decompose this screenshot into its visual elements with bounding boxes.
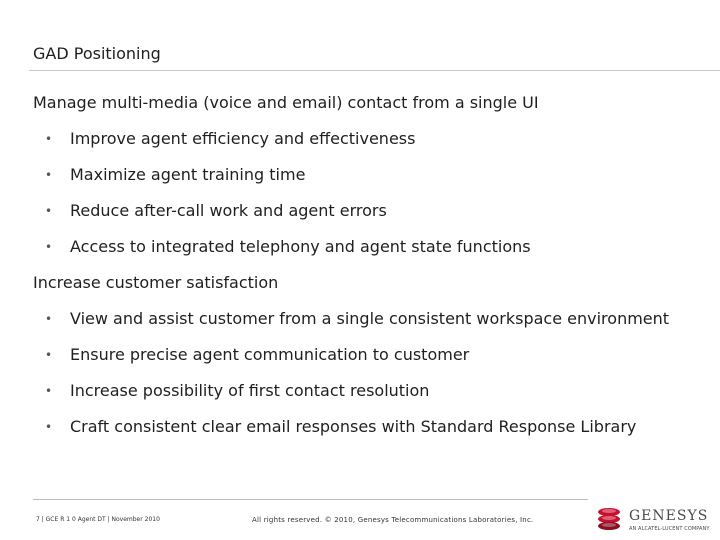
bullet-text: Increase possibility of first contact resolution	[70, 381, 430, 400]
bullet-dot: •	[45, 312, 53, 326]
genesys-wordmark: GENESYS	[629, 508, 709, 524]
bullet-dot: •	[45, 204, 53, 218]
bullet-item	[33, 200, 703, 236]
genesys-tagline: AN ALCATEL-LUCENT COMPANY	[629, 526, 710, 532]
section-heading-satisfaction: Increase customer satisfaction	[33, 273, 279, 292]
bullet-item	[33, 236, 703, 272]
bullet-text: Improve agent efficiency and effectiveness	[70, 129, 416, 148]
bullet-item	[33, 128, 703, 164]
bullet-text: Maximize agent training time	[70, 165, 306, 184]
bullet-text: Ensure precise agent communication to customer	[70, 345, 470, 364]
footer-divider	[33, 499, 588, 500]
slide-title: GAD Positioning	[33, 44, 161, 63]
bullet-text: Craft consistent clear email responses with Standard Response Library	[70, 417, 637, 436]
bullet-item	[33, 416, 703, 452]
bullet-dot: •	[45, 168, 53, 182]
bullet-text: Reduce after-call work and agent errors	[70, 201, 387, 220]
bullet-dot: •	[45, 384, 53, 398]
bullet-dot: •	[45, 348, 53, 362]
section-heading-manage: Manage multi-media (voice and email) contact from a single UI	[33, 93, 539, 112]
footer-copyright: All rights reserved. © 2010, Genesys Telecommunications Laboratories, Inc.	[252, 516, 534, 524]
bullet-dot: •	[45, 132, 53, 146]
bullet-dot: •	[45, 240, 53, 254]
footer-page-info: 7 | GCE R 1 0 Agent DT | November 2010	[36, 516, 160, 523]
title-divider	[29, 70, 720, 71]
bullet-text: Access to integrated telephony and agent state functions	[70, 237, 531, 256]
bullet-item	[33, 380, 703, 416]
genesys-logo-icon	[596, 506, 622, 532]
bullet-item	[33, 164, 703, 200]
bullet-dot: •	[45, 420, 53, 434]
bullet-item	[33, 308, 703, 344]
bullet-text: View and assist customer from a single consistent workspace environment	[70, 309, 670, 328]
genesys-logo	[596, 506, 712, 536]
bullet-item	[33, 344, 703, 380]
slide-content	[33, 92, 703, 452]
